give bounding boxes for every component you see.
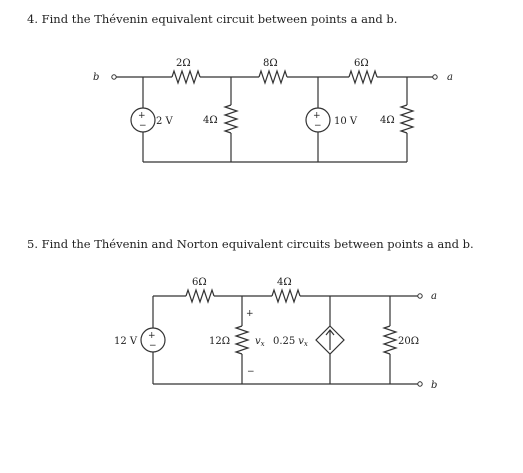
plus-sign: + bbox=[313, 111, 321, 121]
v-2v-label: 2 V bbox=[156, 116, 173, 127]
terminal-b-node bbox=[418, 382, 422, 386]
circuit-4 bbox=[93, 58, 453, 162]
resistor-6ohm bbox=[186, 290, 214, 302]
r-6ohm-label: 6Ω bbox=[354, 58, 369, 69]
r-20ohm-label: 20Ω bbox=[398, 336, 420, 347]
minus-sign: − bbox=[139, 121, 147, 131]
terminal-b-label: b bbox=[431, 380, 438, 391]
resistor-12ohm bbox=[236, 326, 248, 354]
dep-source-label: 0.25 $v_x$ bbox=[273, 336, 308, 348]
plus-sign: + bbox=[138, 111, 146, 121]
r-shunt-2-label: 4Ω bbox=[380, 115, 395, 126]
minus-sign: − bbox=[149, 341, 157, 351]
r-2ohm-label: 2Ω bbox=[176, 58, 191, 69]
terminal-b-node bbox=[112, 75, 116, 79]
plus-sign: + bbox=[148, 331, 156, 341]
resistor-8ohm bbox=[259, 71, 287, 83]
terminal-a-label: a bbox=[447, 72, 453, 83]
terminal-b-label: b bbox=[93, 72, 100, 83]
resistor-6ohm bbox=[349, 71, 377, 83]
resistor-20ohm bbox=[384, 326, 396, 354]
minus-sign: − bbox=[314, 121, 322, 131]
terminal-a-label: a bbox=[431, 291, 437, 302]
r-12ohm-label: 12Ω bbox=[209, 336, 231, 347]
resistor-4ohm-shunt-2 bbox=[401, 105, 413, 133]
v-10v-label: 10 V bbox=[334, 116, 358, 127]
problem-4-statement: 4. Find the Thévenin equivalent circuit between points a and b. bbox=[27, 12, 398, 26]
problem-5-statement: 5. Find the Thévenin and Norton equivalent circuits between points a and b. bbox=[27, 237, 474, 251]
terminal-a-node bbox=[418, 294, 422, 298]
vx-label: $v_x$ bbox=[255, 336, 265, 348]
v-12v-label: 12 V bbox=[114, 336, 138, 347]
vx-minus: − bbox=[247, 367, 255, 377]
r-4ohm-label: 4Ω bbox=[277, 277, 292, 288]
r-8ohm-label: 8Ω bbox=[263, 58, 278, 69]
resistor-2ohm bbox=[172, 71, 200, 83]
resistor-4ohm bbox=[272, 290, 300, 302]
r-shunt-1-label: 4Ω bbox=[203, 115, 218, 126]
r-6ohm-label: 6Ω bbox=[192, 277, 207, 288]
resistor-4ohm-shunt-1 bbox=[225, 105, 237, 133]
vx-plus: + bbox=[246, 309, 254, 319]
circuit-5 bbox=[114, 277, 437, 391]
terminal-a-node bbox=[433, 75, 437, 79]
